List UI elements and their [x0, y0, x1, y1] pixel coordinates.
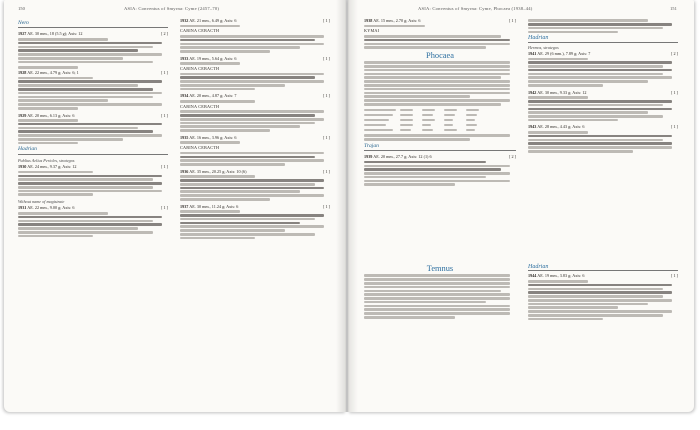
catalogue-entry: 1941 AE. 29 (6 mm.), 7.89 g; Axis: 7 [ 2 ]: [528, 51, 678, 87]
left-column-2: [180, 18, 330, 242]
sub-heading: Without name of magistrate: [18, 199, 65, 205]
left-page: [4, 0, 346, 412]
section-heading: Hadrian: [528, 265, 678, 271]
intro-paragraph: [364, 61, 516, 105]
catalogue-entry: 1927 AE. 30 mm., 18 (5.5 g); Axis: 12 [ 2 ]: [18, 31, 168, 63]
catalogue-entry: 1944 AE. 19 mm., 3.83 g; Axis: 6 [ 1 ]: [528, 273, 678, 320]
catalogue-entry: 1933 AE. 19 mm., 5.64 g; Axis: 6 [ 1 ] CABINA CEBACTH: [180, 56, 330, 91]
catalogue-entry: 1938 AE. 15 mm., 2.70 g; Axis: 6 [ 1 ] KYMAI: [364, 18, 516, 49]
catalogue-entry: 1936 AE. 35 mm., 20.25 g; Axis: 10 (6) [ 1 ]: [180, 169, 330, 201]
denomination-table: [364, 108, 516, 133]
sub-heading: Hermos, strategos: [528, 44, 559, 50]
temnus-column-2: [528, 262, 678, 323]
catalogue-entry: 1929 AE. 20 mm., 6.13 g; Axis: 6 [ 1 ]: [18, 113, 168, 145]
left-column-1: [18, 18, 168, 240]
right-page: [348, 0, 694, 412]
page-number: 150: [18, 6, 25, 11]
section-heading: Hadrian: [18, 147, 168, 154]
catalogue-entry: 1937 AE. 30 mm., 11.24 g; Axis: 6 [ 1 ]: [180, 204, 330, 240]
catalogue-entry: 1931 AE. 22 mm., 9.00 g; Axis: 6 [ 1 ]: [18, 205, 168, 237]
catalogue-entry: 1939 AE. 20 mm., 27.7 g; Axis: 12 (1) 6 [ 2 ]: [364, 154, 516, 186]
section-heading: Hadrian: [528, 36, 678, 42]
city-title: Phocaea: [426, 50, 454, 60]
catalogue-entry: 1930 AE. 24 mm., 9.37 g; Axis: 12 [ 1 ]: [18, 164, 168, 196]
section-heading: Trajan: [364, 144, 516, 151]
right-column-1: [364, 18, 516, 189]
temnus-column-1: [364, 262, 516, 320]
running-head: ASIA: Conventus of Smyrna: Cyme (2457–70): [124, 6, 220, 11]
catalogue-entry: 1943 AE. 28 mm., 4.43 g; Axis: 6 [ 1 ]: [528, 124, 678, 152]
section-heading: Nero: [18, 21, 168, 28]
right-column-2: [528, 18, 678, 156]
temnus-intro: [364, 274, 516, 318]
catalogue-entry: 1932 AE. 21 mm., 6.49 g; Axis: 6 [ 1 ] CABINA CEBACTH: [180, 18, 330, 53]
running-head: ASIA: Conventus of Smyrna: Cyme, Phocaea (1938–44): [418, 6, 533, 11]
catalogue-entry: [528, 19, 678, 33]
city-title: Temnus: [426, 264, 454, 273]
sub-heading: Publius Aelius Pericles, strategos: [18, 157, 75, 163]
catalogue-entry: 1942 AE. 30 mm., 9.33 g; Axis: 12 [ 1 ]: [528, 90, 678, 122]
catalogue-entry: 1934 AE. 20 mm., 4.87 g; Axis: 7 [ 1 ] CABINA CEBACTH: [180, 93, 330, 131]
catalogue-entry: 1935 AE. 16 mm., 3.96 g; Axis: 6 [ 1 ] CABINA CEBACTH: [180, 135, 330, 166]
catalogue-entry: 1928 AE. 22 mm., 4.79 g; Axis: 6; 1 [ 1 ]: [18, 66, 168, 109]
page-number: 151: [670, 6, 677, 11]
